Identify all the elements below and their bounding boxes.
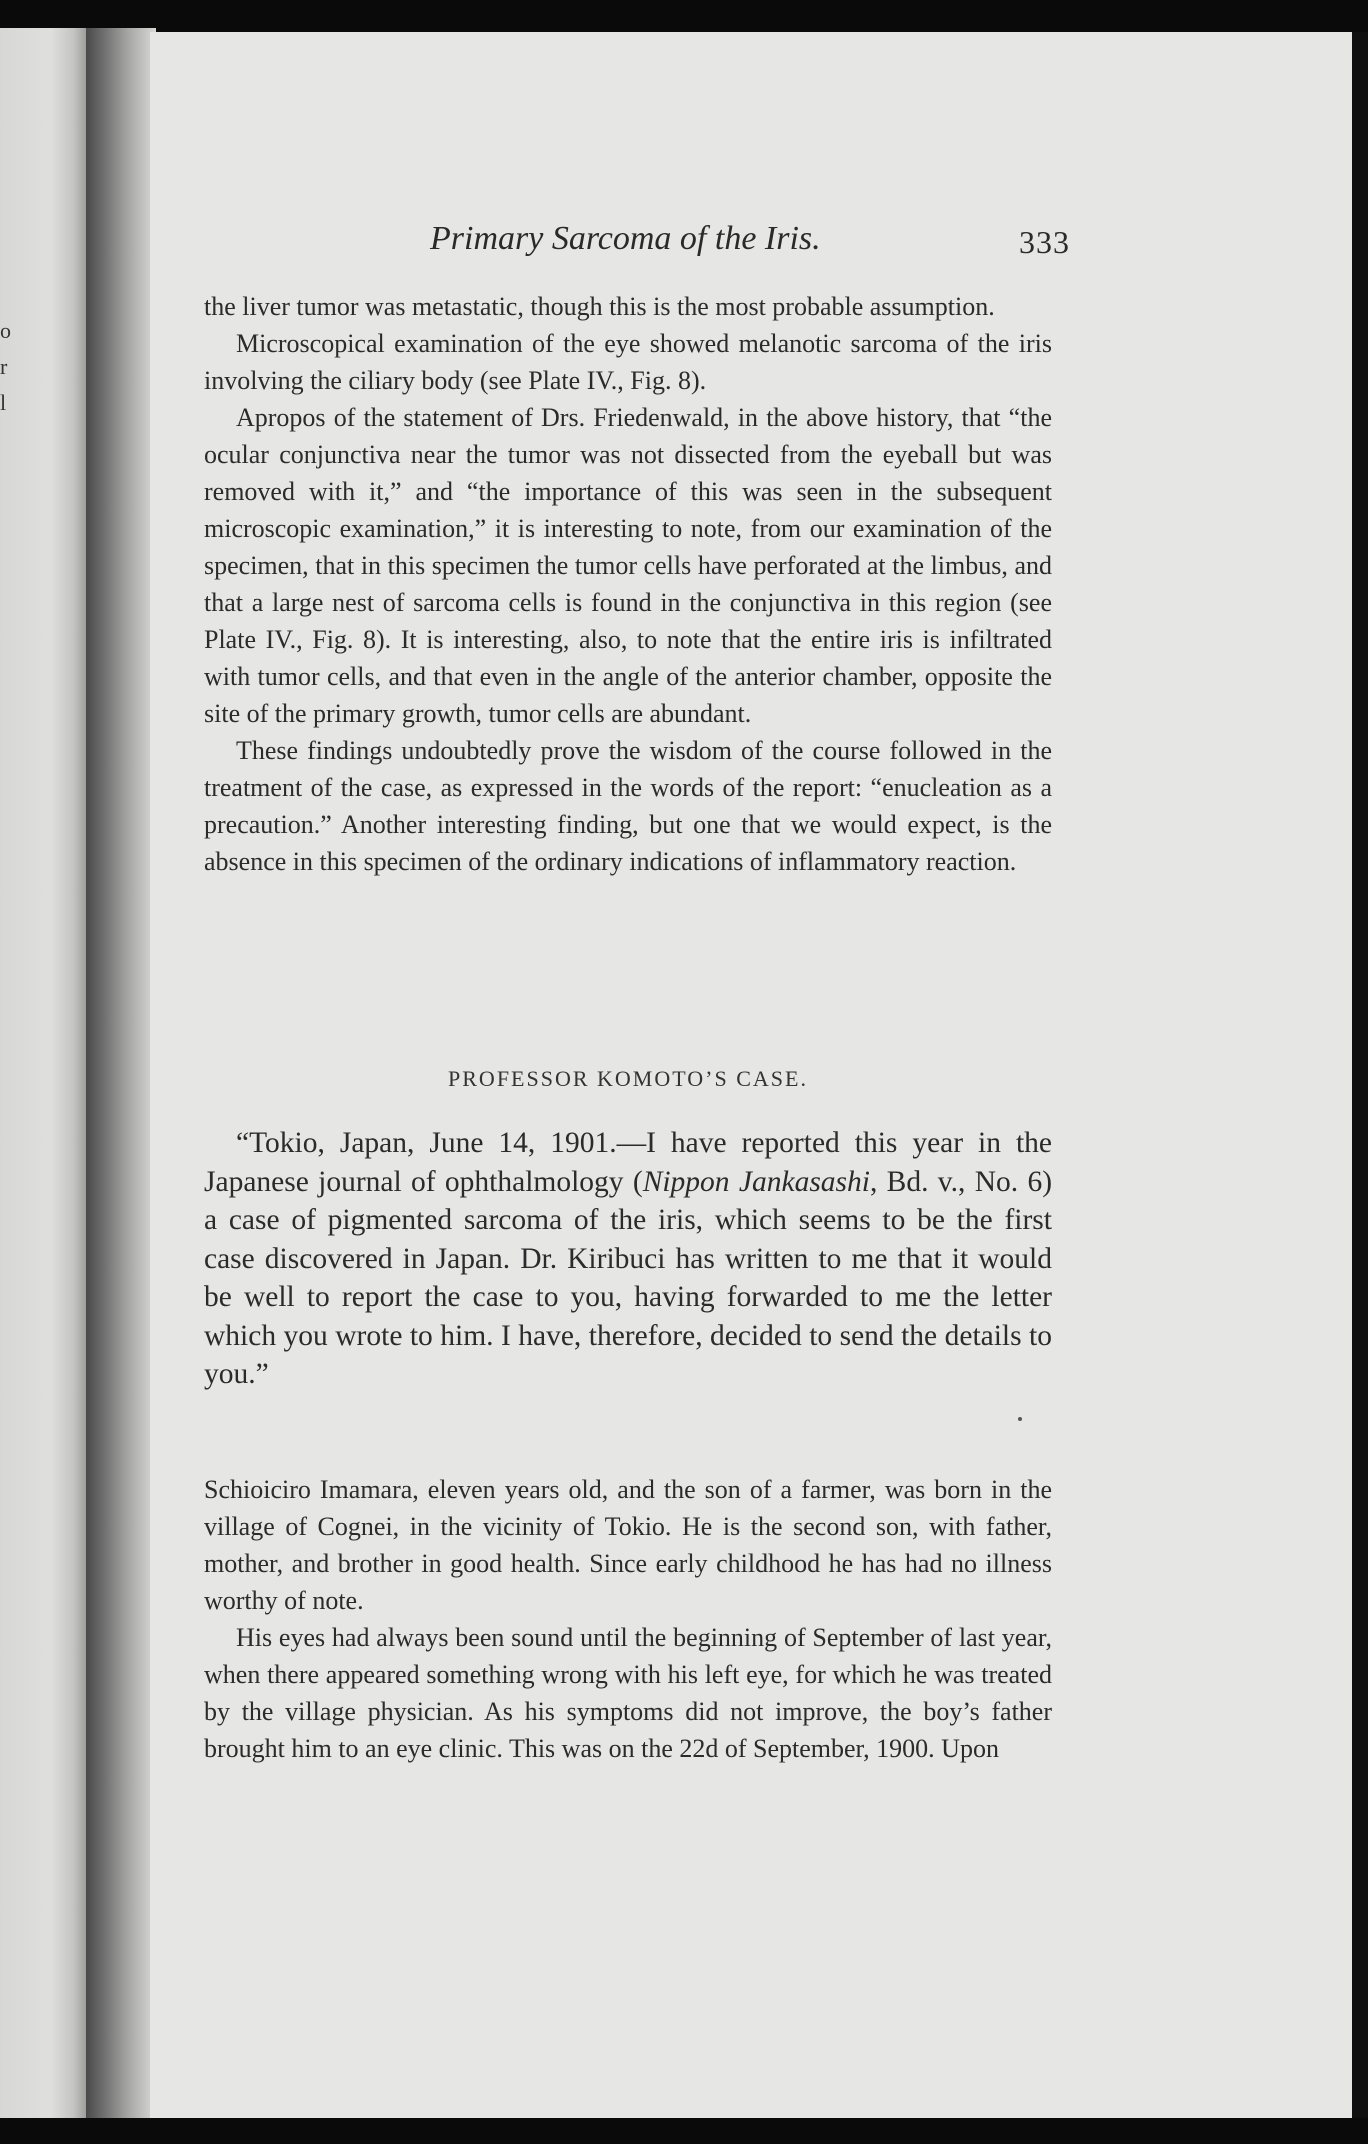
paragraph-apropos: Apropos of the statement of Drs. Friedenwald, in the above history, that “the ocular conjunctiva near the tumor was not dissected from the eyeball but was removed with it,” and “the importance of this was seen in the subsequent microscopic examination,” it is interesting to note, from our examination of the specimen, that in this specimen the tumor cells have perforated at the limbus, and that a large nest of sarcoma cells is found in the conjunctiva in this region (see Plate IV., Fig. 8). It is interesting, also, to note that the entire iris is infiltrated with tumor cells, and that even in the angle of the anterior chamber, opposite the site of the primary growth, tumor cells are abundant. [204, 403, 1052, 728]
quote-text-end: , Bd. v., No. 6) a case of pigmented sarcoma of the iris, which seems to be the first case discovered in Japan. Dr. Kiribuci has written to me that it would be well to report the case to you, having forwarded to me the letter which you wrote to him. I have, therefore, decided to send the details to you.” [204, 1165, 1053, 1390]
running-title: Primary Sarcoma of the Iris. [430, 220, 821, 257]
facing-page-edge [0, 28, 92, 2122]
scan-frame-right [1352, 32, 1368, 2122]
running-header [430, 220, 1070, 270]
paragraph-history: His eyes had always been sound until the beginning of September of last year, when there appeared something wrong with his left eye, for which he was treated by the village physician. As his symptoms did not improve, the boy’s father brought him to an eye clinic. This was on the 22d of September, 1900. Upon [204, 1623, 1052, 1763]
scan-frame-top [0, 0, 1368, 36]
quoted-letter [204, 1124, 1052, 1394]
paragraph-patient: Schioiciro Imamara, eleven years old, and the son of a farmer, was born in the village of Cognei, in the vicinity of Tokio. He is the second son, with father, mother, and brother in good health. Since early childhood he has had no illness worthy of note. [204, 1475, 1052, 1615]
paragraph-continuation: the liver tumor was metastatic, though this is the most probable assumption. [204, 292, 995, 321]
paragraph-microscopical: Microscopical examination of the eye showed melanotic sarcoma of the iris involving the ciliary body (see Plate IV., Fig. 8). [204, 329, 1052, 395]
print-speck [1018, 1417, 1022, 1421]
page-number: 333 [1019, 224, 1070, 260]
text-block-top [204, 288, 1052, 880]
paragraph-findings: These findings undoubtedly prove the wisdom of the course followed in the treatment of the case, as expressed in the words of the report: “enucleation as a precaution.” Another interesting finding, but one that we would expect, is the absence in this specimen of the ordinary indications of inflammatory reaction. [204, 736, 1052, 876]
quote-text-start: “Tokio, Japan, June 14, 1901.—I have reported this year in the Japanese journal of ophthalmology ( [204, 1127, 1052, 1198]
section-heading: PROFESSOR KOMOTO’S CASE. [448, 1066, 808, 1091]
quote-paragraph [204, 1124, 1052, 1394]
journal-title: Nippon Jankasashi [642, 1165, 870, 1198]
facing-page-text-fragment: o r l [0, 318, 11, 415]
book-gutter-shadow [86, 28, 156, 2122]
scan-frame-bottom [0, 2118, 1368, 2144]
text-block-bottom [204, 1471, 1052, 1767]
